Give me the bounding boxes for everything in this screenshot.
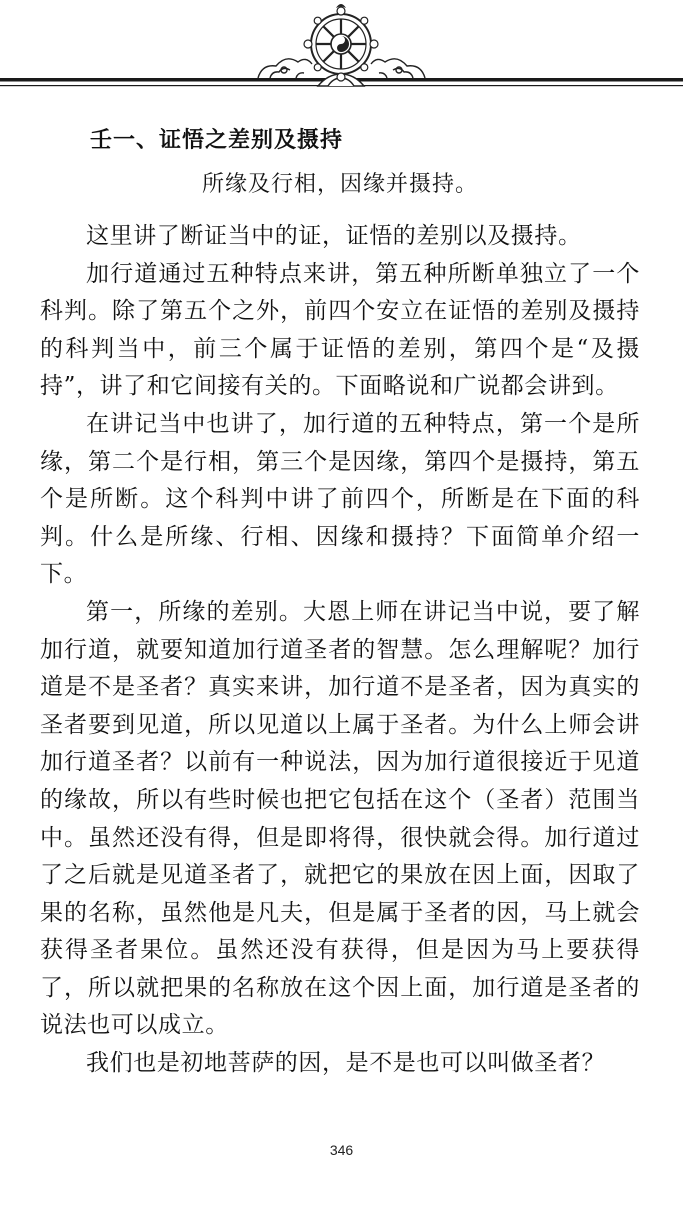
paragraph-3: 在讲记当中也讲了，加行道的五种特点，第一个是所缘，第二个是行相，第三个是因缘，第四个是摄持，第五个是所断。这个科判中讲了前四个，所断是在下面的科判。什么是所缘、行相、因缘和摄持？下面简单介绍一下。 <box>40 410 640 588</box>
paragraph-5: 我们也是初地菩萨的因，是不是也可以叫做圣者？ <box>86 1050 606 1077</box>
header-ornament <box>0 0 683 100</box>
paragraph-2: 加行道通过五种特点来讲，第五种所断单独立了一个科判。除了第五个之外，前四个安立在证悟的差别及摄持的科判当中，前三个属于证悟的差别，第四个是“及摄持”，讲了和它间接有关的。下面略说和广说都会讲到。 <box>40 260 640 400</box>
dharma-wheel-icon <box>0 0 683 100</box>
page-body <box>40 124 640 1083</box>
paragraph-4: 第一，所缘的差别。大恩上师在讲记当中说，要了解加行道，就要知道加行道圣者的智慧。怎么理解呢？加行道是不是圣者？真实来讲，加行道不是圣者，因为真实的圣者要到见道，所以见道以上属于圣者。为什么上师会讲加行道圣者？以前有一种说法，因为加行道很接近于见道的缘故，所以有些时候也把它包括在这个（圣者）范围当中。虽然还没有得，但是即将得，很快就会得。加行道过了之后就是见道圣者了，就把它的果放在因上面，因取了果的名称，虽然他是凡夫，但是属于圣者的因，马上就会获得圣者果位。虽然还没有获得，但是因为马上要获得了，所以就把果的名称放在这个因上面，加行道是圣者的说法也可以成立。 <box>40 598 640 1039</box>
page-number: 346 <box>329 1142 354 1158</box>
verse-line: 所缘及行相，因缘并摄持。 <box>201 172 478 197</box>
paragraph-1: 这里讲了断证当中的证，证悟的差别以及摄持。 <box>86 223 582 249</box>
section-heading: 壬一、证悟之差别及摄持 <box>90 128 344 153</box>
